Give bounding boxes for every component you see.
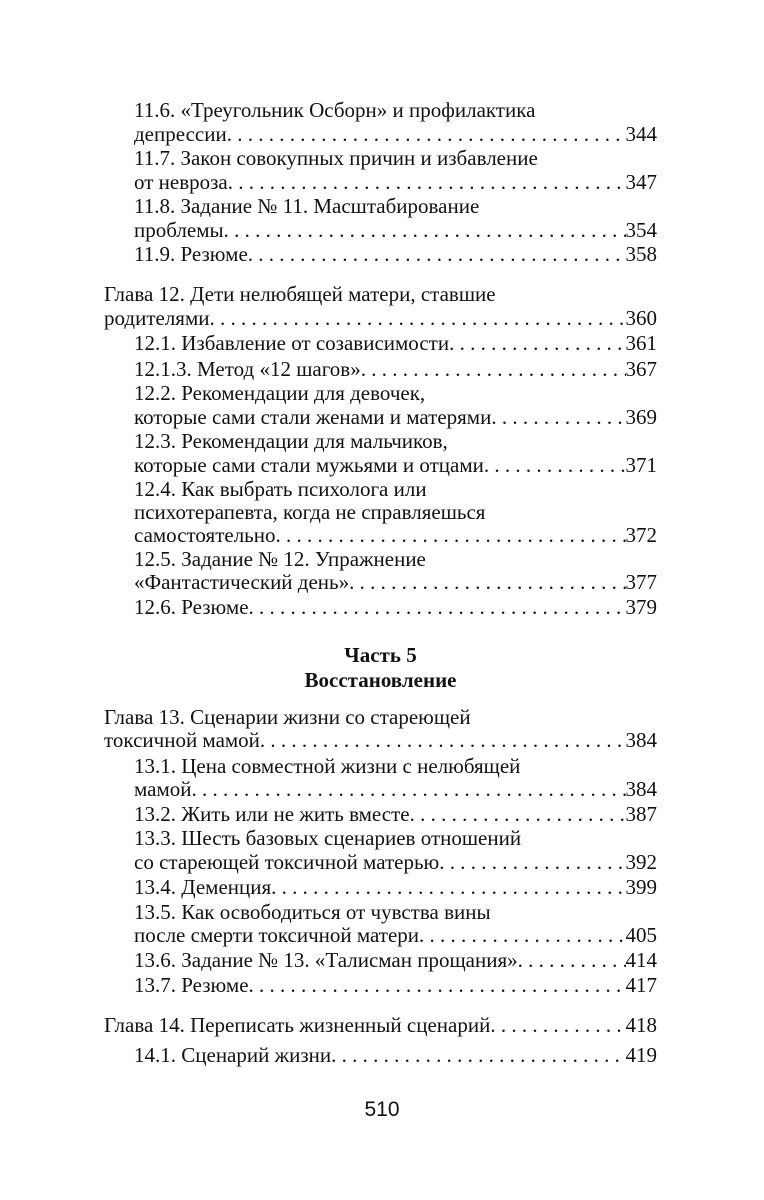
toc-entry-text: родителями: [104, 306, 210, 330]
toc-entry-text: 12.6. Резюме: [134, 595, 249, 619]
toc-entry-12-2: [134, 405, 657, 429]
toc-entry-12-4: [134, 523, 657, 547]
toc-entry-12-6: [134, 595, 657, 619]
toc-entry-11-7: [134, 170, 657, 194]
dot-leader: [439, 850, 625, 874]
toc-entry-11-6: [134, 122, 657, 146]
toc-entry-text: которые сами стали женами и матерями: [134, 405, 492, 429]
toc-entry-text: после смерти токсичной матери: [134, 923, 420, 947]
dot-leader: [518, 948, 626, 972]
toc-entry-12-5-line1: 12.5. Задание № 12. Упражнение: [134, 547, 426, 571]
toc-page-number: 414: [625, 948, 657, 972]
toc-page-number: 371: [625, 453, 657, 477]
toc-entry-text: от невроза: [134, 170, 228, 194]
toc-entry-text: проблемы: [134, 218, 224, 242]
toc-entry-13-7: [134, 973, 657, 997]
dot-leader: [490, 1013, 625, 1037]
toc-chapter-12-line1: Глава 12. Дети нелюбящей матери, ставшие: [104, 282, 496, 306]
toc-page-number: 354: [625, 218, 657, 242]
toc-entry-text: мамой: [134, 777, 192, 801]
toc-entry-11-9: [134, 242, 657, 266]
toc-entry-12-4-line2: психотерапевта, когда не справляешься: [134, 500, 486, 524]
toc-entry-text: Глава 14. Переписать жизненный сценарий: [104, 1013, 491, 1037]
dot-leader: [419, 923, 625, 947]
toc-chapter-12: [104, 306, 657, 330]
toc-entry-text: «Фантастический день»: [134, 570, 350, 594]
toc-page-number: 360: [625, 306, 657, 330]
toc-entry-text: 13.4. Деменция: [134, 875, 272, 899]
toc-chapter-13: [104, 728, 657, 752]
toc-entry-11-6-line1: 11.6. «Треугольник Осборн» и профилактика: [134, 98, 536, 122]
toc-entry-12-1: [134, 331, 657, 355]
toc-entry-text: которые сами стали мужьями и отцами: [134, 453, 484, 477]
toc-entry-13-1-line1: 13.1. Цена совместной жизни с нелюбящей: [134, 754, 521, 778]
toc-page-number: 384: [625, 777, 657, 801]
toc-page-number: 377: [625, 570, 657, 594]
dot-leader: [224, 218, 626, 242]
toc-page-number: 384: [625, 728, 657, 752]
part-number-heading: Часть 5: [344, 643, 417, 667]
dot-leader: [349, 570, 625, 594]
toc-entry-text: 12.1.3. Метод «12 шагов»: [134, 357, 361, 381]
toc-entry-13-5-line1: 13.5. Как освободиться от чувства вины: [134, 900, 491, 924]
toc-entry-text: со стареющей токсичной матерью: [134, 850, 440, 874]
toc-entry-13-4: [134, 875, 657, 899]
dot-leader: [275, 523, 625, 547]
toc-entry-13-6: [134, 948, 657, 972]
toc-page-number: 399: [625, 875, 657, 899]
toc-entry-12-5: [134, 570, 657, 594]
toc-entry-13-2: [134, 802, 657, 826]
dot-leader: [449, 331, 625, 355]
dot-leader: [248, 242, 626, 266]
toc-entry-text: 13.7. Резюме: [134, 973, 249, 997]
toc-page-number: 392: [625, 850, 657, 874]
dot-leader: [331, 1043, 625, 1067]
toc-page-number: 418: [625, 1013, 657, 1037]
toc-entry-text: 13.6. Задание № 13. «Талисман прощания»: [134, 948, 518, 972]
toc-entry-12-1-3: [134, 357, 657, 381]
toc-page-number: 369: [625, 405, 657, 429]
toc-page-number: 367: [625, 357, 657, 381]
dot-leader: [209, 306, 625, 330]
toc-page-number: 405: [625, 923, 657, 947]
toc-chapter-13-line1: Глава 13. Сценарии жизни со стареющей: [104, 705, 471, 729]
dot-leader: [228, 170, 626, 194]
toc-page-number: 361: [625, 331, 657, 355]
toc-entry-13-1: [134, 777, 657, 801]
dot-leader: [249, 973, 626, 997]
page-number-folio: 510: [364, 1098, 400, 1121]
toc-entry-13-5: [134, 923, 657, 947]
toc-entry-12-4-line1: 12.4. Как выбрать психолога или: [134, 477, 427, 501]
dot-leader: [192, 777, 626, 801]
toc-entry-text: 11.9. Резюме: [134, 242, 248, 266]
toc-entry-12-3-line1: 12.3. Рекомендации для мальчиков,: [134, 429, 448, 453]
dot-leader: [410, 802, 626, 826]
dot-leader: [249, 595, 626, 619]
dot-leader: [491, 405, 625, 429]
toc-entry-11-7-line1: 11.7. Закон совокупных причин и избавление: [134, 146, 538, 170]
dot-leader: [484, 453, 626, 477]
toc-page-number: 379: [625, 595, 657, 619]
dot-leader: [227, 122, 626, 146]
toc-entry-text: 13.2. Жить или не жить вместе: [134, 802, 410, 826]
toc-entry-text: самостоятельно: [134, 523, 276, 547]
part-title-heading: Восстановление: [304, 668, 457, 692]
toc-entry-text: 14.1. Сценарий жизни: [134, 1043, 332, 1067]
toc-entry-12-3: [134, 453, 657, 477]
toc-page-number: 419: [625, 1043, 657, 1067]
toc-entry-12-2-line1: 12.2. Рекомендации для девочек,: [134, 381, 426, 405]
toc-page-number: 372: [625, 523, 657, 547]
toc-entry-11-8-line1: 11.8. Задание № 11. Масштабирование: [134, 194, 480, 218]
toc-entry-text: 12.1. Избавление от созависимости: [134, 331, 450, 355]
toc-page-number: 387: [625, 802, 657, 826]
toc-entry-14-1: [134, 1043, 657, 1067]
dot-leader: [260, 728, 626, 752]
toc-entry-text: депрессии: [134, 122, 227, 146]
toc-entry-text: токсичной мамой: [104, 728, 260, 752]
toc-page-number: 347: [625, 170, 657, 194]
toc-entry-13-3: [134, 850, 657, 874]
toc-page-number: 344: [625, 122, 657, 146]
toc-chapter-14: [104, 1013, 657, 1037]
toc-entry-11-8: [134, 218, 657, 242]
toc-page-number: 417: [625, 973, 657, 997]
toc-entry-13-3-line1: 13.3. Шесть базовых сценариев отношений: [134, 826, 522, 850]
toc-page-number: 358: [625, 242, 657, 266]
dot-leader: [271, 875, 625, 899]
dot-leader: [361, 357, 626, 381]
